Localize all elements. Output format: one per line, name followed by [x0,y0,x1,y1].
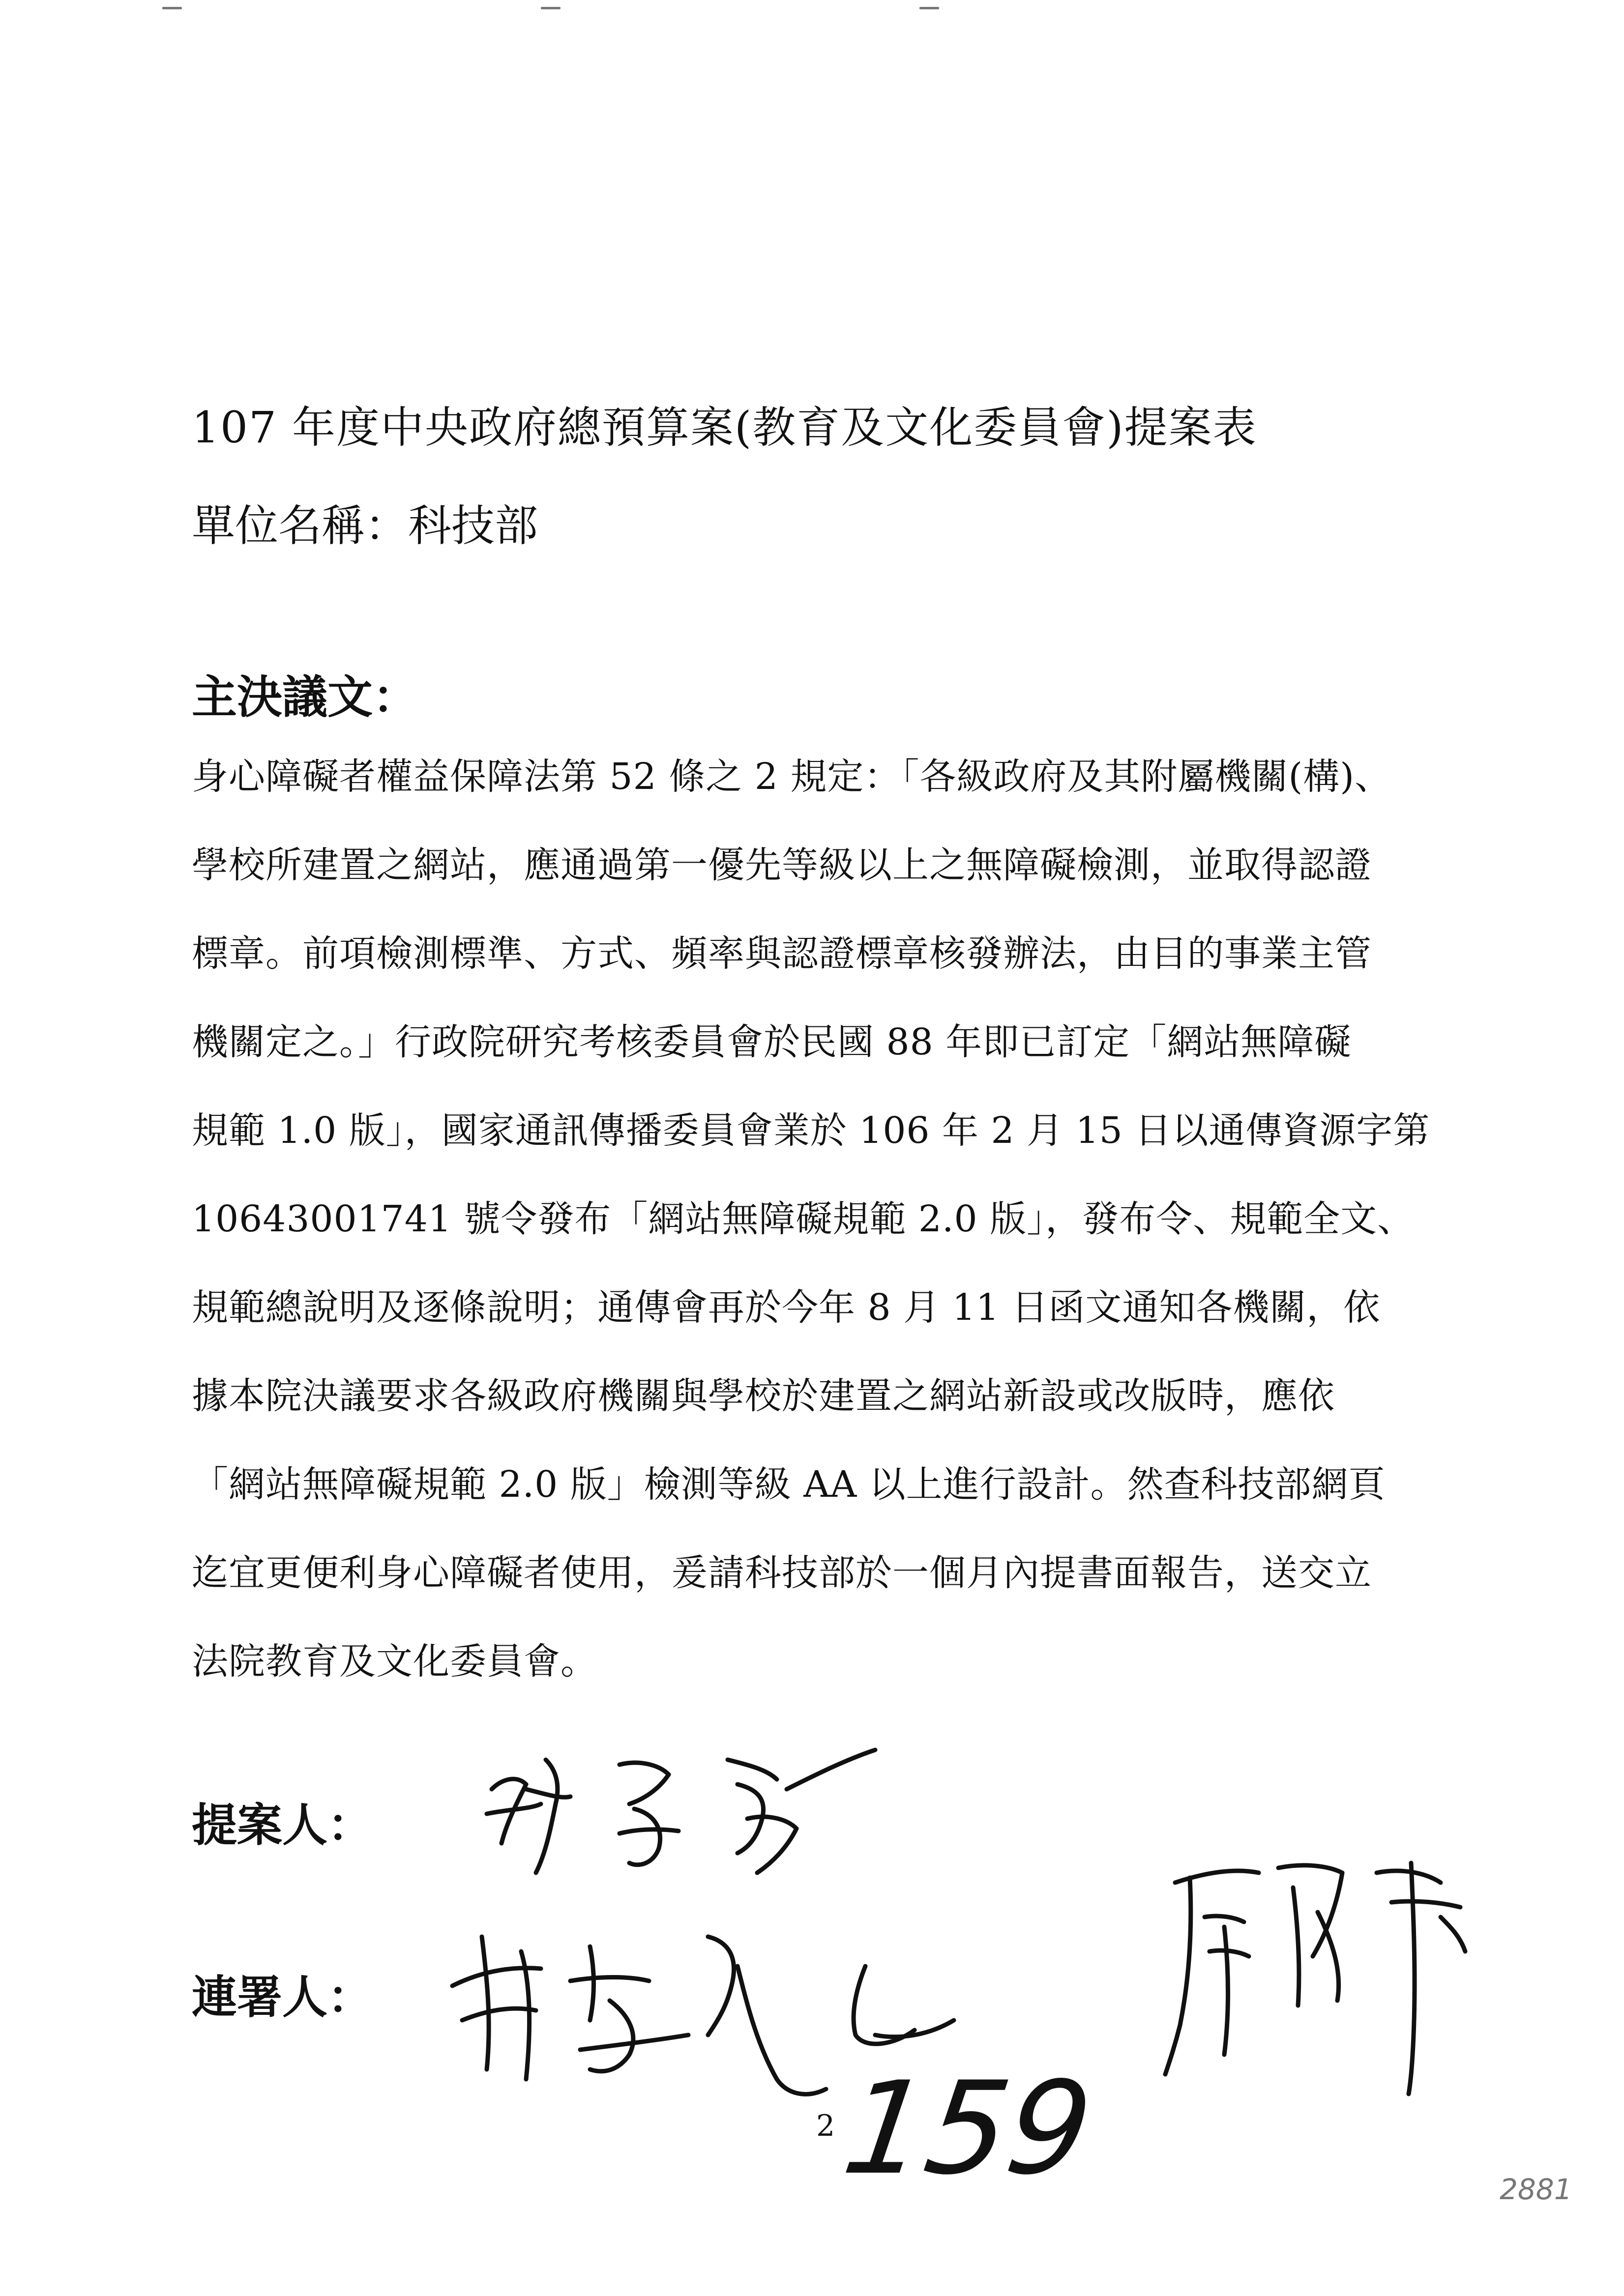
cosigner-label: 連署人： [192,1971,373,2024]
body-line: 「網站無障礙規範 2.0 版」檢測等級 AA 以上進行設計。然查科技部網頁 [192,1463,1386,1506]
cosigner-signature-2 [1146,1829,1500,2104]
body-line: 機關定之。」行政院研究考核委員會於民國 88 年即已訂定「網站無障礙 [192,1021,1352,1063]
handwritten-page-number: 159 [835,2055,1100,2203]
body-line: 身心障礙者權益保障法第 52 條之 2 規定：「各級政府及其附屬機關(構)、 [192,756,1392,798]
body-line: 標章。前項檢測標準、方式、頻率與認證標章核發辦法，由目的事業主管 [192,932,1372,975]
page-number: 2 [816,2109,835,2143]
body-line: 迄宜更便利身心障礙者使用，爰請科技部於一個月內提書面報告，送交立 [192,1552,1372,1594]
scan-mark-1 [162,7,182,9]
proposer-label: 提案人： [192,1799,373,1852]
unit-name: 單位名稱：科技部 [192,500,538,551]
scan-mark-3 [919,7,939,9]
scan-mark-2 [541,7,561,9]
section-heading: 主決議文： [192,671,418,724]
body-line: 據本院決議要求各級政府機關與學校於建置之網站新設或改版時，應依 [192,1375,1335,1417]
corner-note: 2881 [1500,2173,1572,2206]
body-line: 規範總說明及逐條說明；通傳會再於今年 8 月 11 日函文通知各機關，依 [192,1286,1381,1329]
body-line: 規範 1.0 版」，國家通訊傳播委員會業於 106 年 2 月 15 日以通傳資源字第 [192,1109,1430,1152]
body-line: 學校所建置之網站，應通過第一優先等級以上之無障礙檢測，並取得認證 [192,844,1372,886]
body-line: 10643001741 號令發布「網站無障礙規範 2.0 版」，發布令、規範全文、 [192,1198,1415,1240]
body-line: 法院教育及文化委員會。 [192,1640,597,1683]
resolution-body [192,747,1431,1720]
proposer-signature [472,1730,895,1888]
document-title: 107 年度中央政府總預算案(教育及文化委員會)提案表 [192,402,1257,453]
